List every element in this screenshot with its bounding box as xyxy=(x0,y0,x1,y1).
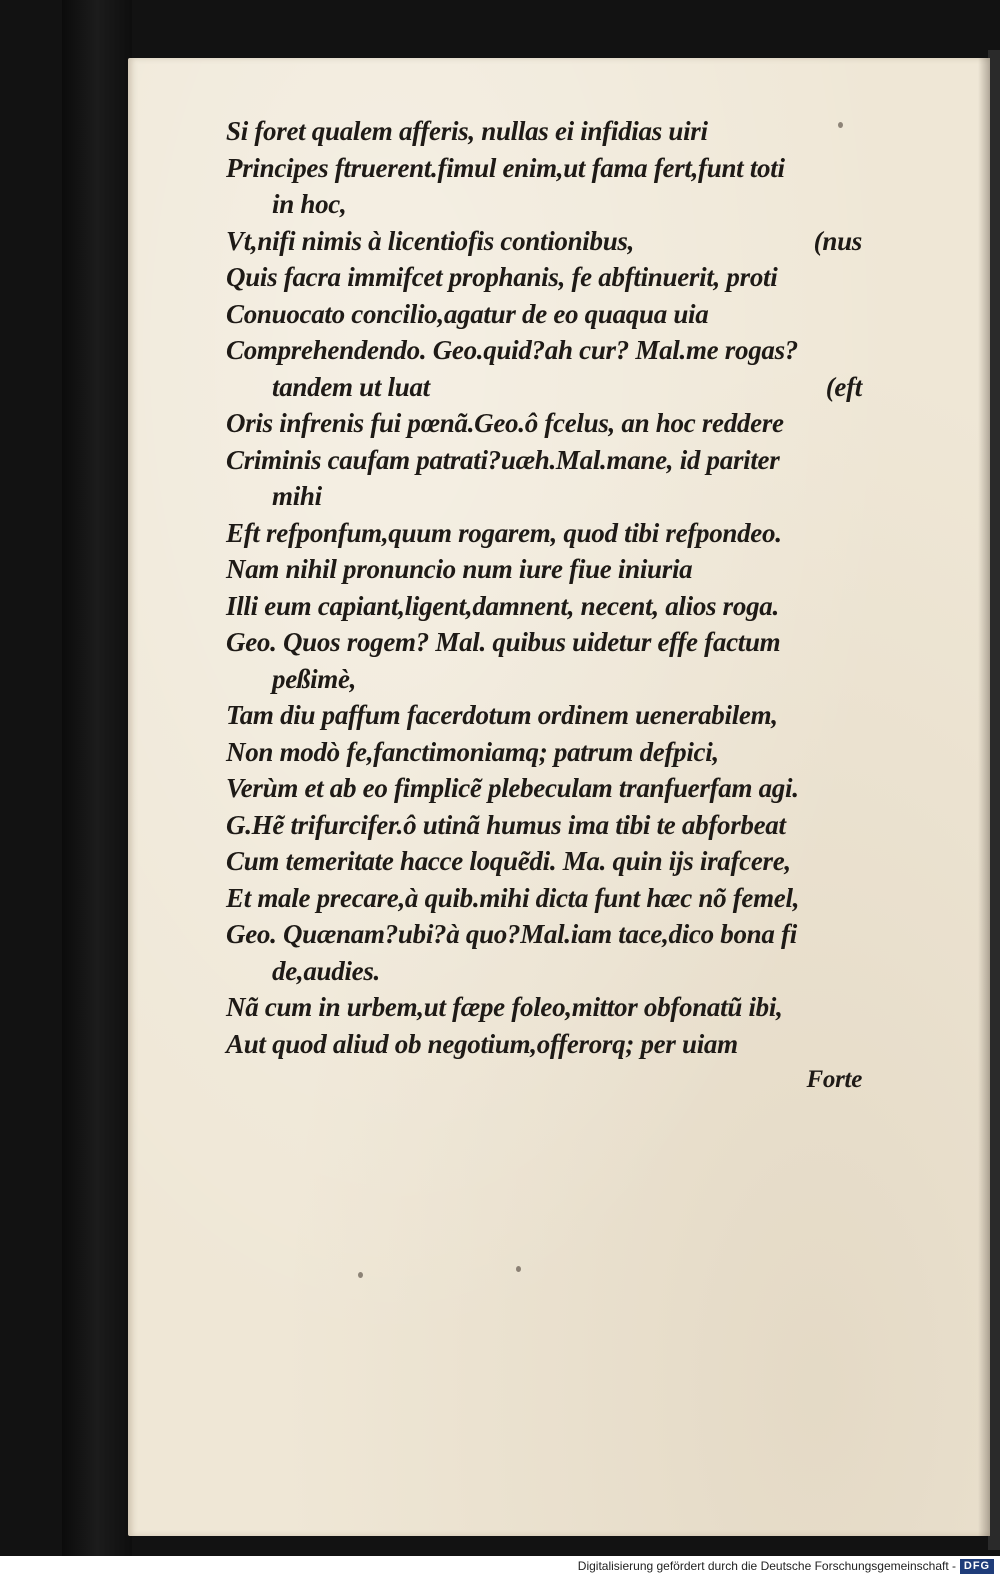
verse-line-text: Tam diu paffum facerdotum ordinem uenerabilem, xyxy=(226,700,778,730)
verse-line-text: de,audies. xyxy=(272,955,380,986)
verse-line-text: Eft refponfum,quum rogarem, quod tibi refpondeo. xyxy=(226,517,782,548)
verse-line xyxy=(226,551,862,588)
verse-line-text: tandem ut luat xyxy=(272,371,430,402)
turnover-fragment: (eft xyxy=(825,371,862,402)
verse-line-text: Geo. Quænam?ubi?à quo?Mal.iam tace,dico bona fi xyxy=(226,919,797,949)
verse-line xyxy=(226,515,862,552)
verse-line-text: Conuocato concilio,agatur de eo quaqua uia xyxy=(226,298,709,329)
verse-line xyxy=(226,989,862,1026)
verse-line xyxy=(226,588,862,625)
verse-line-text: Si foret qualem afferis, nullas ei infidias uiri xyxy=(226,116,708,146)
verse-line-text: G.Hẽ trifurcifer.ô utinã humus ima tibi te abforbeat xyxy=(226,809,786,840)
verse-line xyxy=(226,807,862,844)
verse-line-text: peßimè, xyxy=(272,663,357,694)
turnover-fragment: (nus xyxy=(813,225,862,256)
verse-line-text: Principes ftruerent.fimul enim,ut fama fert,funt toti xyxy=(226,152,785,183)
page-edge-shadow xyxy=(978,58,990,1536)
verse-line xyxy=(226,843,862,880)
verse-line-text: Nam nihil pronuncio num iure fiue iniuria xyxy=(226,554,693,584)
verse-text-block xyxy=(226,113,862,1099)
verse-line-text: mihi xyxy=(272,481,322,511)
verse-line-text: Aut quod aliud ob negotium,offerorq; per uiam xyxy=(226,1028,738,1059)
verse-line xyxy=(226,1026,862,1063)
funding-credit: Digitalisierung gefördert durch die Deutsche Forschungsgemeinschaft - xyxy=(577,1559,956,1573)
verse-line xyxy=(226,332,862,369)
verse-line-text: Vt,nifi nimis à licentiofis contionibus, xyxy=(226,225,635,256)
verse-line xyxy=(226,478,862,515)
verse-line-text: Illi eum capiant,ligent,damnent, necent, alios roga. xyxy=(226,590,779,621)
verse-line xyxy=(226,296,862,333)
verse-line-text: in hoc, xyxy=(272,189,347,219)
verse-line xyxy=(226,916,862,953)
verse-line xyxy=(226,186,862,223)
verse-line-text: Non modò fe,fanctimoniamq; patrum defpici, xyxy=(226,736,719,767)
catchword-line xyxy=(226,1062,862,1099)
dfg-logo: DFG xyxy=(960,1559,994,1574)
verse-line xyxy=(226,113,862,150)
verse-line xyxy=(226,734,862,771)
verse-line-text: Cum temeritate hacce loquẽdi. Ma. quin ijs irafcere, xyxy=(226,846,791,876)
verse-line xyxy=(226,369,862,406)
book-binding xyxy=(62,0,132,1556)
ink-speck xyxy=(358,1272,363,1278)
verse-line-text: Nã cum in urbem,ut fæpe foleo,mittor obfonatũ ibi, xyxy=(226,992,783,1022)
verse-line xyxy=(226,770,862,807)
verse-line-text: Oris infrenis fui pœnã.Geo.ô fcelus, an hoc reddere xyxy=(226,408,784,438)
verse-line xyxy=(226,259,862,296)
verse-line xyxy=(226,624,862,661)
verse-line-text: Et male precare,à quib.mihi dicta funt hæc nõ femel, xyxy=(226,882,800,913)
catchword: Forte xyxy=(806,1066,862,1093)
ink-speck xyxy=(516,1266,521,1272)
verse-line xyxy=(226,953,862,990)
verse-line xyxy=(226,150,862,187)
verse-line xyxy=(226,661,862,698)
verse-line-text: Comprehendendo. Geo.quid?ah cur? Mal.me rogas? xyxy=(226,335,799,365)
verse-line-text: Verùm et ab eo fimplicẽ plebeculam tranfuerfam agi. xyxy=(226,773,799,803)
verse-line xyxy=(226,880,862,917)
verse-line-text: Quis facra immifcet prophanis, fe abftinuerit, proti xyxy=(226,262,778,292)
verse-line-text: Criminis caufam patrati?uæh.Mal.mane, id pariter xyxy=(226,444,780,475)
verse-line-text: Geo. Quos rogem? Mal. quibus uidetur effe factum xyxy=(226,627,781,657)
verse-line xyxy=(226,223,862,260)
verse-line xyxy=(226,442,862,479)
verse-line xyxy=(226,405,862,442)
verse-line xyxy=(226,697,862,734)
